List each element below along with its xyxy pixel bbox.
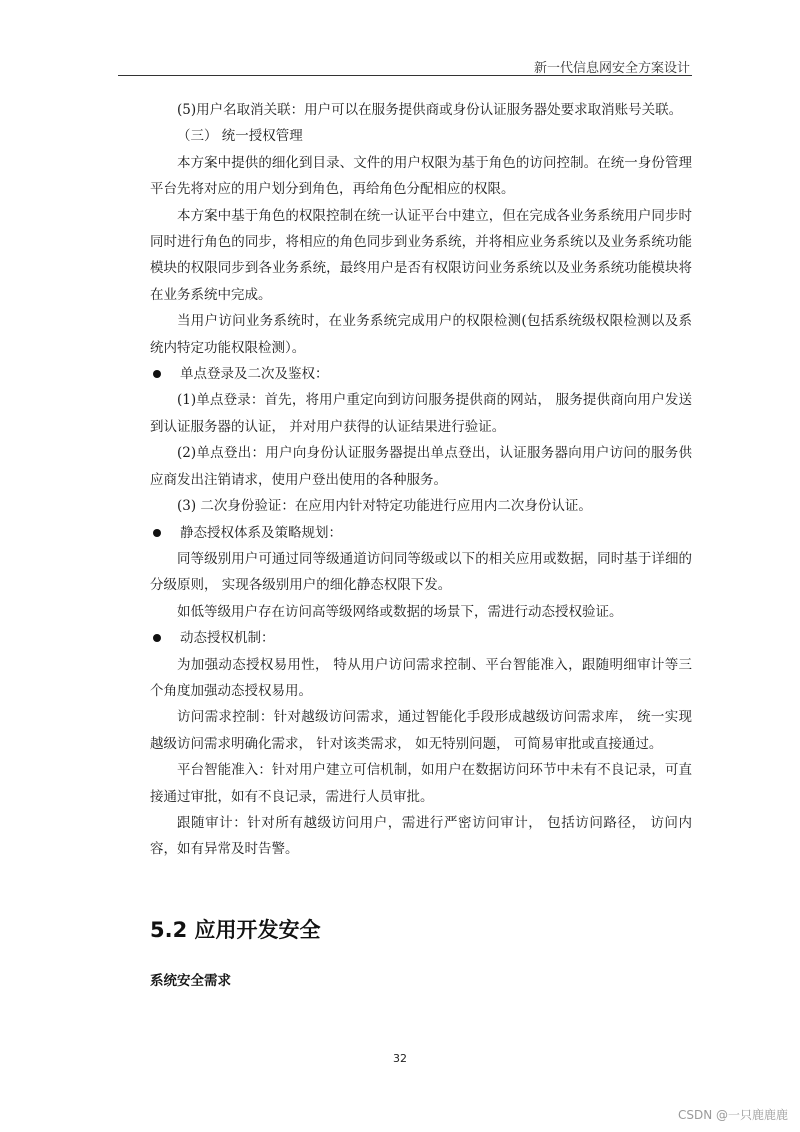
bullet-item xyxy=(150,625,692,651)
header-rule xyxy=(118,75,692,76)
bullet-dot-icon xyxy=(153,634,161,642)
body-paragraph: 跟随审计：针对所有越级访问用户，需进行严密访问审计， 包括访问路径， 访问内容，如有异常及时告警。 xyxy=(150,814,692,858)
bullet-dot-icon xyxy=(153,529,161,537)
body-paragraph: 本方案中基于角色的权限控制在统一认证平台中建立，但在完成各业务系统用户同步时同时进行角色的同步，将相应的角色同步到业务系统，并将相应业务系统以及业务系统功能模块的权限同步到各业务系统，最终用户是否有权限访问业务系统以及业务系统功能模块将在业务系统中完成。 xyxy=(150,207,692,303)
body-paragraph: (2)单点登出：用户向身份认证服务器提出单点登出，认证服务器向用户访问的服务供应商发出注销请求，使用户登出使用的各种服务。 xyxy=(150,445,692,488)
body-paragraph: 访问需求控制：针对越级访问需求，通过智能化手段形成越级访问需求库， 统一实现越级访问需求明确化需求， 针对该类需求， 如无特别问题， 可简易审批或直接通过。 xyxy=(150,709,692,752)
body-paragraph: （三） 统一授权管理 xyxy=(177,128,303,145)
bullet-text: 静态授权体系及策略规划： xyxy=(180,524,342,541)
body-content xyxy=(150,97,692,863)
body-paragraph: 本方案中提供的细化到目录、文件的用户权限为基于角色的访问控制。在统一身份管理平台先将对应的用户划分到角色，再给角色分配相应的权限。 xyxy=(150,154,692,198)
bullet-item xyxy=(150,520,692,546)
body-paragraph: (1)单点登录：首先，将用户重定向到访问服务提供商的网站， 服务提供商向用户发送到认证服务器的认证， 并对用户获得的认证结果进行验证。 xyxy=(150,392,692,435)
body-paragraph: (5)用户名取消关联：用户可以在服务提供商或身份认证服务器处要求取消账号关联。 xyxy=(177,102,683,118)
bullet-item xyxy=(150,361,692,387)
bullet-text: 动态授权机制： xyxy=(180,630,275,647)
subsection-heading: 系统安全需求 xyxy=(150,973,231,989)
bullet-dot-icon xyxy=(153,370,161,378)
page-header-title: 新一代信息网安全方案设计 xyxy=(533,61,690,76)
body-paragraph: 如低等级用户存在访问高等级网络或数据的场景下，需进行动态授权验证。 xyxy=(177,603,623,620)
body-paragraph: 同等级别用户可通过同等级通道访问同等级或以下的相关应用或数据，同时基于详细的分级原则， 实现各级别用户的细化静态权限下发。 xyxy=(150,550,692,594)
body-paragraph: 平台智能准入：针对用户建立可信机制，如用户在数据访问环节中未有不良记录，可直接通过审批，如有不良记录，需进行人员审批。 xyxy=(150,762,692,805)
section-heading: 5.2 应用开发安全 xyxy=(150,918,321,942)
page-number: 32 xyxy=(393,1052,407,1065)
watermark: CSDN @一只鹿鹿鹿 xyxy=(677,1108,788,1122)
body-paragraph: 当用户访问业务系统时，在业务系统完成用户的权限检测(包括系统级权限检测以及系统内特定功能权限检测）。 xyxy=(150,313,692,356)
body-paragraph: 为加强动态授权易用性， 特从用户访问需求控制、平台智能准入，跟随明细审计等三个角度加强动态授权易用。 xyxy=(150,656,692,699)
body-paragraph: (3) 二次身份验证：在应用内针对特定功能进行应用内二次身份认证。 xyxy=(177,498,592,515)
bullet-text: 单点登录及二次及鉴权： xyxy=(180,366,329,383)
